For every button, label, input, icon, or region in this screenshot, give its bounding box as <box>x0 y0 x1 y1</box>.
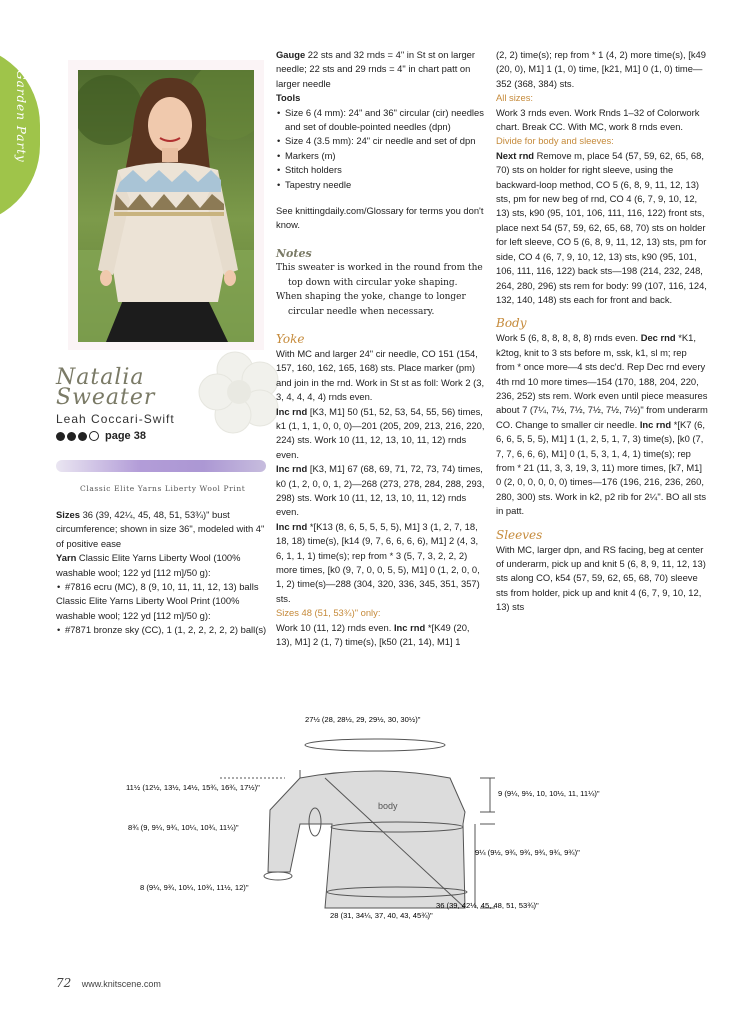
yoke-heading: Yoke <box>276 331 305 346</box>
body-heading: Body <box>496 316 527 331</box>
model-photo <box>78 70 254 342</box>
tools-label: Tools <box>276 92 301 104</box>
model-photo-frame <box>68 60 264 350</box>
yarn-swatch <box>56 460 266 472</box>
difficulty-dot-filled-icon <box>56 432 65 441</box>
difficulty-page-ref: page 38 <box>105 430 146 442</box>
gauge-text: 22 sts and 32 rnds = 4" in St st on larger needle; 22 sts and 29 rnds = 4" in chart patt on larger needle <box>276 49 476 89</box>
schematic-body-length-label: 9¼ (9½, 9¾, 9¾, 9¾, 9¾, 9¾)" <box>475 848 580 857</box>
all-sizes-text: Work 3 rnds even. Work Rnds 1–32 of Colorwork chart. Break CC. With MC, work 8 rnds even. <box>496 106 700 133</box>
page-number: 72 <box>56 976 72 990</box>
sleeves-heading: Sleeves <box>496 527 543 542</box>
schematic-top-label: 27½ (28, 28½, 29, 29½, 30, 30½)" <box>305 715 421 724</box>
tool-item: • Size 4 (3.5 mm): 24" cir needle and set of dpn <box>285 134 486 148</box>
pattern-title-line1: Natalia <box>56 365 145 390</box>
difficulty-dot-empty-icon <box>89 431 99 441</box>
inc-rnd-text: *[K13 (8, 6, 5, 5, 5, 5), M1] 3 (1, 2, 7, 18, 18, 18) time(s), [k14 (9, 7, 6, 6, 6, 6), M1] 2 (4, 3, 6, 1, 1, 1) time(s); rep from * 3 (5, 7, 3, 2, 2, 2) more times, [k0 (9, 7, 0, 0, 5, 5), M1] 0 (1, 2, 0, 0, 1, 2) time(s)—288 (304, 320, 336, 345, 351, 357) sts. <box>276 520 480 604</box>
divide-heading: Divide for body and sleeves: <box>496 135 614 147</box>
sweater-schematic <box>120 712 640 932</box>
schematic-wrist-label: 8 (9¼, 9¾, 10¼, 10¾, 11½, 12)" <box>140 883 249 892</box>
footer-url: www.knitscene.com <box>81 979 161 989</box>
schematic-sleeve-length-label: 9 (9¼, 9½, 10, 10½, 11, 11¼)" <box>498 789 600 798</box>
glossary-note: See knittingdaily.com/Glossary for terms you don't know. <box>276 205 484 231</box>
pattern-title <box>56 365 156 410</box>
tools-list <box>276 106 486 192</box>
inc-rnd-text: [K3, M1] 50 (51, 52, 53, 54, 55, 56) times, k1 (1, 1, 1, 0, 0, 0)—201 (205, 209, 213, 216, 220, 224) sts. Work 10 (11, 12, 13, 10, 11, 12) rnds even. <box>276 405 485 460</box>
schematic-upper-arm-label: 8¾ (9, 9¼, 9¾, 10¼, 10¾, 11¼)" <box>128 823 239 832</box>
sizes-only-text: Work 10 (11, 12) rnds even. <box>276 621 392 633</box>
sizes-text: 36 (39, 42¼, 45, 48, 51, 53¾)" bust circumference; shown in size 36", modeled with 4" of positive ease <box>56 509 265 549</box>
page-footer <box>56 976 161 990</box>
yarn-text: Classic Elite Yarns Liberty Wool (100% washable wool; 122 yd [112 m]/50 g): <box>56 552 241 578</box>
inc-rnd-label: Inc rnd <box>276 463 308 475</box>
tool-item: • Stitch holders <box>285 163 486 177</box>
yarn-swatch-label: Classic Elite Yarns Liberty Wool Print <box>80 484 246 493</box>
next-rnd-label: Next rnd <box>496 149 535 161</box>
difficulty-dot-filled-icon <box>67 432 76 441</box>
sizes-label: Sizes <box>56 509 80 520</box>
yoke-text: With MC and larger 24" cir needle, CO 151 (154, 157, 160, 162, 165, 168) sts. Place marker (pm) and join in the rnd. Work in St st as foll: Work 2 (3, 3, 4, 4, 4, 4) rnds even. <box>276 347 485 403</box>
note-item: This sweater is worked in the round from the top down with circular yoke shaping. <box>276 263 483 288</box>
section-tab-label: Garden Party <box>14 70 28 163</box>
tool-item: • Markers (m) <box>285 149 486 163</box>
tool-item: • Tapestry needle <box>285 178 486 192</box>
sizes-only-heading: Sizes 48 (51, 53¾)" only: <box>276 607 381 619</box>
instructions-column-2 <box>496 48 708 615</box>
body-text: Work 5 (6, 8, 8, 8, 8, 8) rnds even. <box>496 332 641 344</box>
neck-circ-arrow <box>305 739 445 751</box>
yarn2-text: Classic Elite Yarns Liberty Wool Print (100% washable wool; 122 yd [112 m]/50 g): <box>56 595 240 621</box>
next-rnd-text: Remove m, place 54 (57, 59, 62, 65, 68, 70) sts on holder for right sleeve, using the backward-loop method, CO 5 (6, 8, 9, 11, 12, 13) sts, pm for new beg of rnd, CO 4 (6, 7, 9, 10, 12, 13) sts, k90 (95, 101, 106, 111, 116, 122) front sts, place next 54 (57, 59, 62, 65, 68, 70) sts on holder for left sleeve, CO 5 (6, 8, 9, 11, 12, 13) sts, pm for side, CO 4 (6, 7, 9, 10, 12, 13) sts, k90 (95, 101, 106, 111, 116, 122) back sts—198 (214, 232, 248, 264, 280, 296) sts rem for body: 99 (107, 116, 124, 132, 140, 148) sts each for front and back. <box>496 149 707 305</box>
dec-rnd-label: Dec rnd <box>640 332 676 344</box>
materials-column <box>56 508 268 638</box>
model-photo-illustration <box>78 70 254 342</box>
schematic-yoke-label: 11½ (12½, 13½, 14½, 15¾, 16¾, 17½)" <box>126 783 260 792</box>
inc-rnd-label: Inc rnd <box>276 405 308 417</box>
difficulty-dot-filled-icon <box>78 432 87 441</box>
yarn-item: • #7871 bronze sky (CC), 1 (1, 2, 2, 2, 2, 2) ball(s) <box>65 623 268 637</box>
inc-rnd-label: Inc rnd <box>276 520 308 532</box>
dec-rnd-text: *K1, k2tog, knit to 3 sts before m, ssk, k1, sl m; rep from * once more—4 sts dec'd. Rep Dec rnd every 4th rnd 10 more times—154 (170, 188, 204, 220, 236, 252) sts rem. Work even until piece measures about 7 (7¼, 7½, 7½, 7½, 7½, 7½)" from underarm CO. Change to smaller cir needle. <box>496 332 708 430</box>
author-name: Leah Coccari-Swift <box>56 412 175 426</box>
sleeves-text: With MC, larger dpn, and RS facing, beg at center of underarm, pick up and knit 5 (6, 8, 9, 11, 12, 13) sts along CO, k54 (57, 59, 62, 65, 68, 70) sleeve sts from holder, pick up and knit 4 (6, 7, 9, 10, 12, 13) sts <box>496 543 706 613</box>
schematic-hem-label: 28 (31, 34¼, 37, 40, 43, 45¾)" <box>330 911 433 920</box>
schematic-bust-label: 36 (39, 42¼, 45, 48, 51, 53¾)" <box>436 901 539 910</box>
note-item: When shaping the yoke, change to longer circular needle when necessary. <box>276 292 466 317</box>
wrist-circ-arrow <box>264 872 292 880</box>
yarn-item: • #7816 ecru (MC), 8 (9, 10, 11, 11, 12, 13) balls <box>65 580 268 594</box>
inc-rnd-text: [K3, M1] 67 (68, 69, 71, 72, 73, 74) times, k0 (1, 2, 0, 0, 1, 2)—268 (273, 278, 284, 288, 293, 298) sts. Work 10 (11, 12, 13, 10, 11, 12) rnds even. <box>276 463 485 518</box>
pattern-title-line2: Sweater <box>56 385 156 410</box>
notes-heading: Notes <box>276 246 312 260</box>
difficulty-rating <box>56 430 146 442</box>
inc-rnd-label: Inc rnd <box>639 418 672 430</box>
gauge-label: Gauge <box>276 49 306 60</box>
inc-rnd-text: *[K49 (20, 13), M1] 2 (1, 7) time(s), [k50 (21, 14), M1] 1 <box>276 621 470 648</box>
instructions-column-1 <box>276 48 486 649</box>
tool-item: • Size 6 (4 mm): 24" and 36" circular (cir) needles and set of double-pointed needles (dpn) <box>285 106 486 135</box>
yoke-continued: (2, 2) time(s); rep from * 1 (4, 2) more time(s), [k49 (20, 0), M1] 1 (1, 0) time, [k21, M1] 0 (1, 0) time—352 (368, 384) sts. <box>496 49 706 89</box>
all-sizes-heading: All sizes: <box>496 92 533 104</box>
yarn-label: Yarn <box>56 552 77 564</box>
inc-rnd-label: Inc rnd <box>393 621 426 633</box>
inc-rnd-text: *[K7 (6, 6, 6, 5, 5, 5), M1] 1 (1, 2, 5, 1, 7, 3) time(s), [k0 (7, 7, 7, 6, 6, 6), M1] 0 (1, 5, 3, 1, 4, 1) time(s); rep from * 21 (11, 3, 3, 19, 3, 11) more times, [k7, M1] 0 (2, 0, 0, 0, 0, 0) times—176 (196, 216, 236, 260, 280, 300) sts. Work in k2, p2 rib for 2¼". BO all sts in patt. <box>496 418 707 517</box>
schematic-body-label: body <box>378 801 398 811</box>
